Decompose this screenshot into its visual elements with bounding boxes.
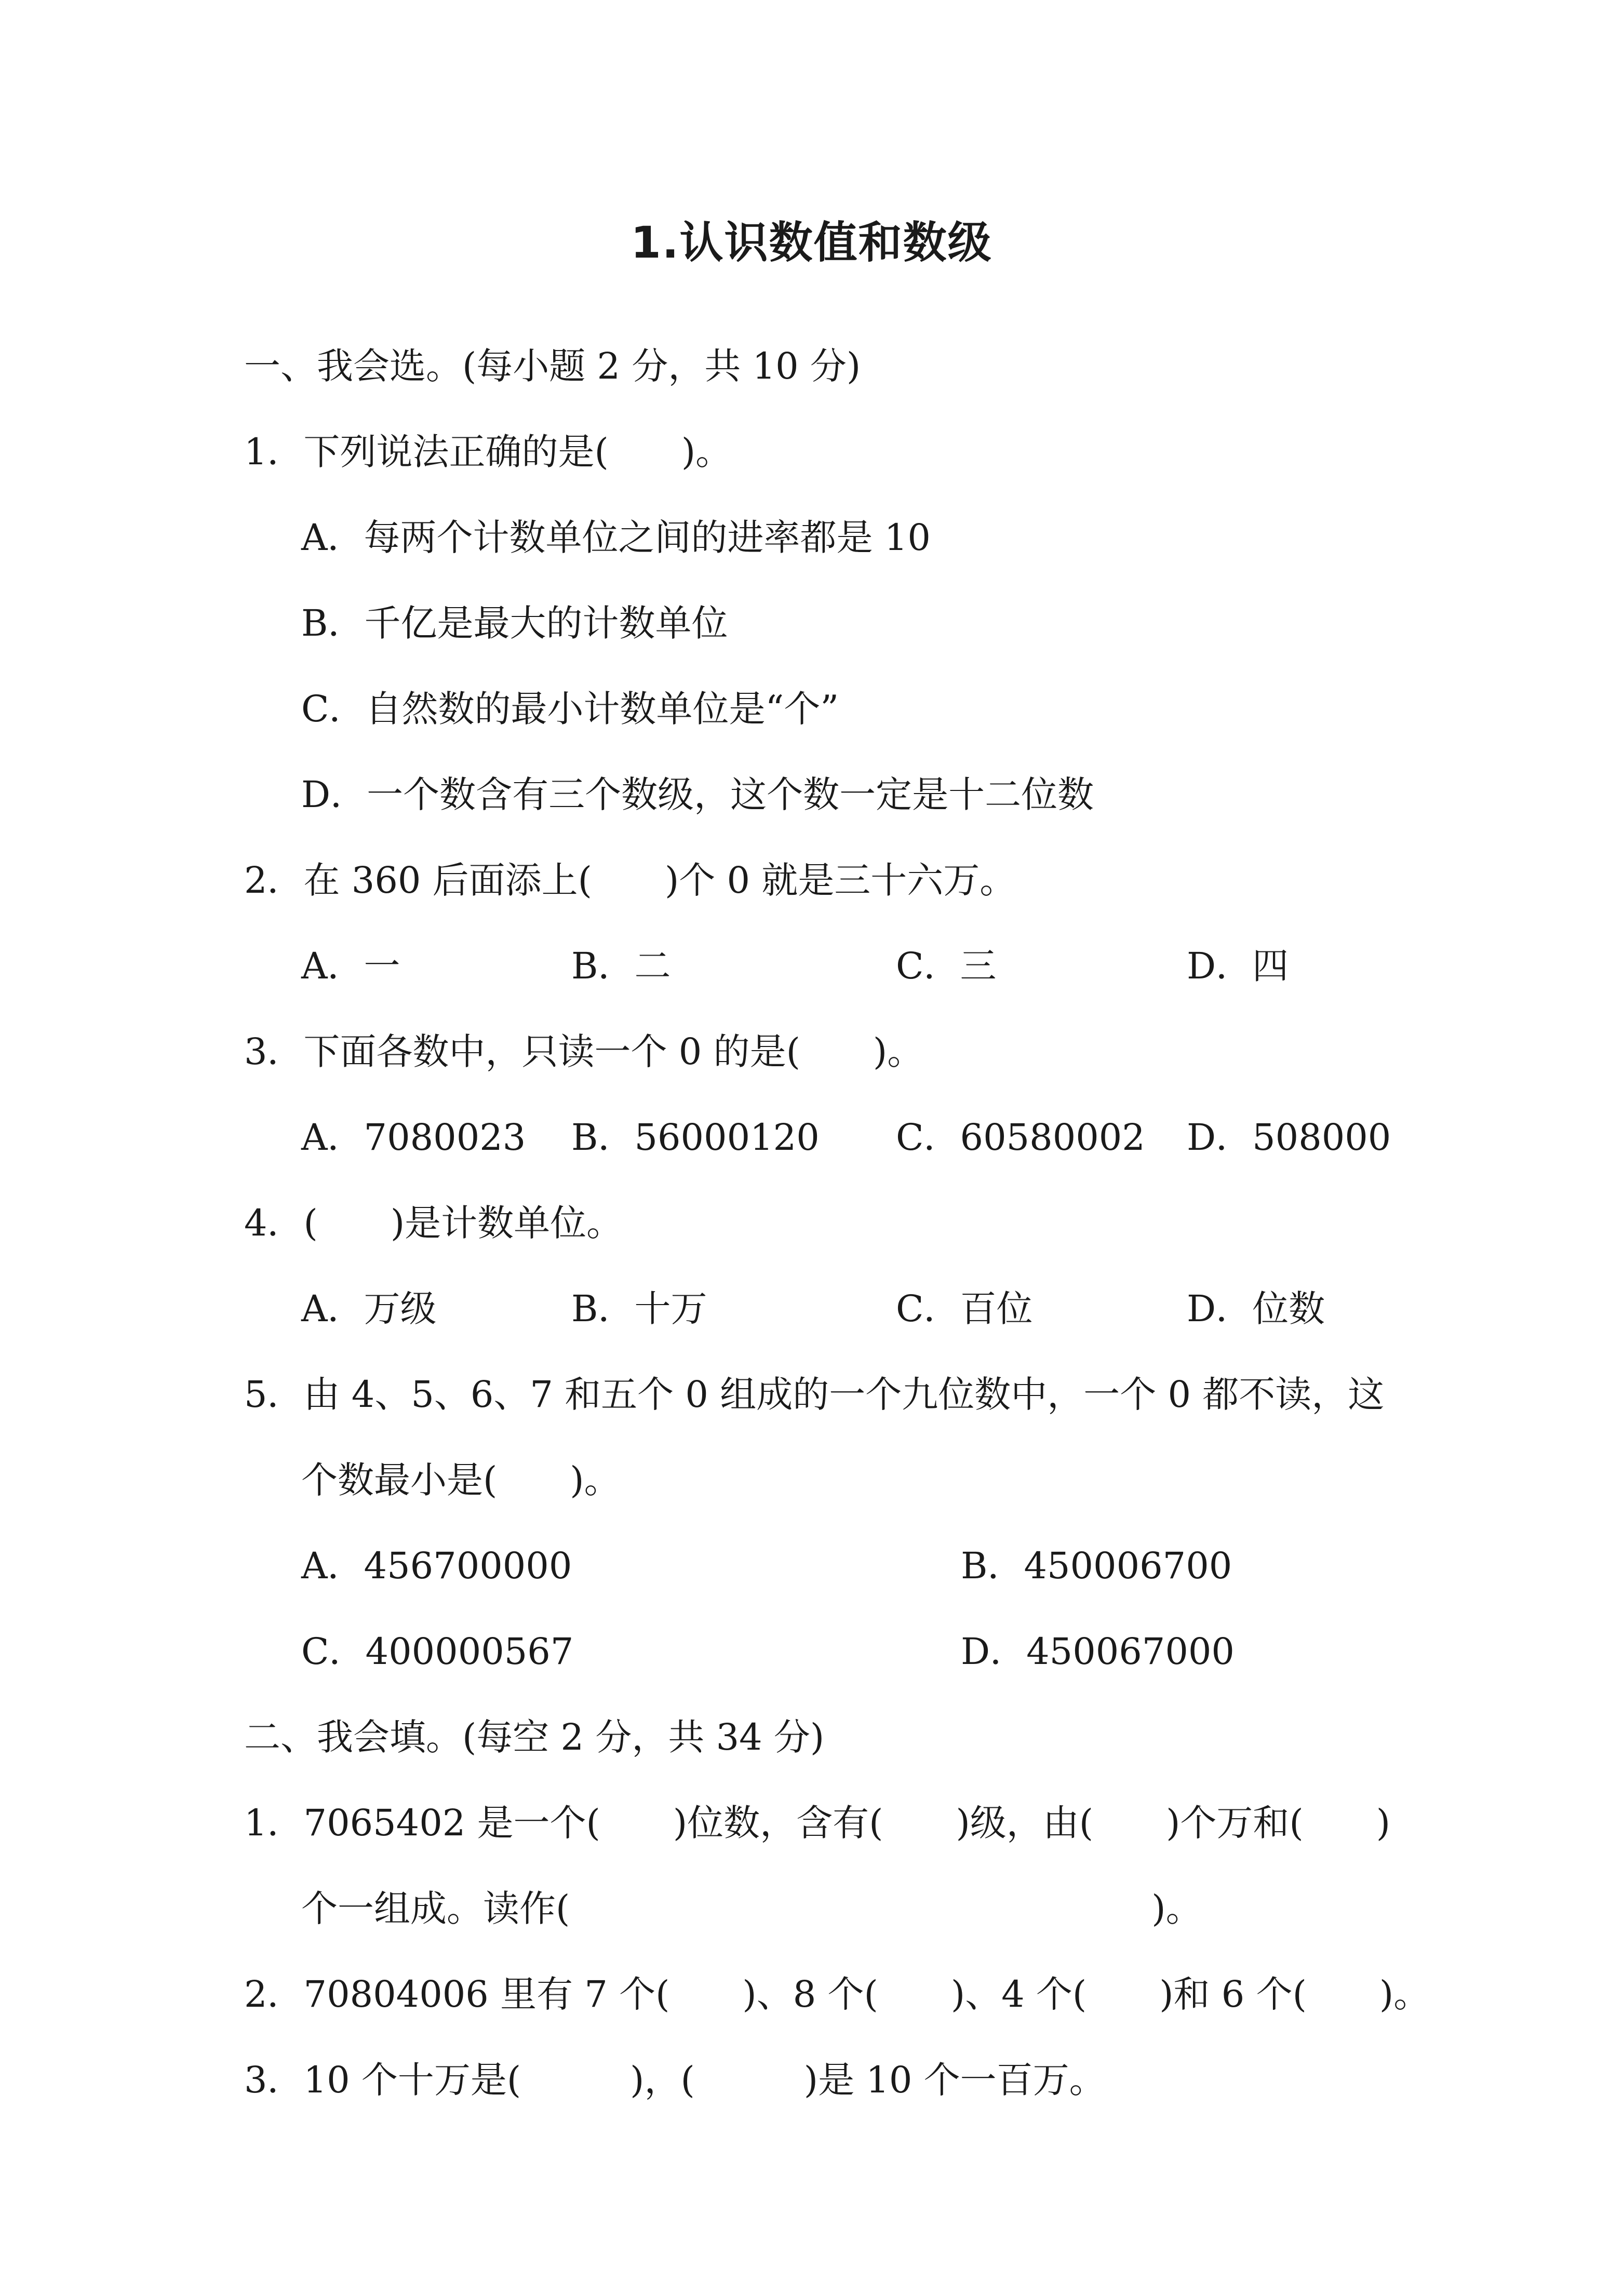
question-4-option-a: A．万级 — [301, 1287, 437, 1330]
question-1-option-d: D．一个数含有三个数级，这个数一定是十二位数 — [301, 773, 1094, 816]
section-heading-choice: 一、我会选。(每小题 2 分，共 10 分) — [244, 345, 861, 387]
fill-question-3: 3．10 个十万是( )，( )是 10 个一百万。 — [244, 2059, 1106, 2101]
question-2-option-b: B．二 — [571, 945, 671, 987]
question-5-option-d: D．450067000 — [961, 1630, 1235, 1673]
question-3-option-a: A．7080023 — [301, 1116, 526, 1159]
question-3-option-c: C．60580002 — [896, 1116, 1145, 1159]
question-2-option-d: D．四 — [1187, 945, 1289, 987]
question-1-option-b: B．千亿是最大的计数单位 — [301, 602, 728, 645]
fill-question-1-line1: 1．7065402 是一个( )位数，含有( )级，由( )个万和( ) — [244, 1802, 1391, 1844]
question-3-option-d: D．508000 — [1187, 1116, 1391, 1159]
question-4-option-d: D．位数 — [1187, 1287, 1325, 1330]
question-4-option-b: B．十万 — [571, 1287, 707, 1330]
question-1-option-a: A．每两个计数单位之间的进率都是 10 — [301, 516, 931, 559]
question-2-option-c: C．三 — [896, 945, 997, 987]
question-5-option-b: B．450006700 — [961, 1545, 1232, 1587]
question-2-stem: 2．在 360 后面添上( )个 0 就是三十六万。 — [244, 859, 1016, 902]
question-5-stem-line1: 5．由 4、5、6、7 和五个 0 组成的一个九位数中，一个 0 都不读，这 — [244, 1373, 1385, 1416]
question-5-option-a: A．456700000 — [301, 1545, 572, 1587]
fill-question-1-line2: 个一组成。读作( )。 — [301, 1887, 1202, 1930]
question-4-option-c: C．百位 — [896, 1287, 1033, 1330]
question-1-stem: 1．下列说法正确的是( )。 — [244, 431, 732, 473]
question-3-option-b: B．56000120 — [571, 1116, 820, 1159]
question-2-option-a: A．一 — [301, 945, 400, 987]
fill-question-2: 2．70804006 里有 7 个( )、8 个( )、4 个( )和 6 个( )。 — [244, 1973, 1430, 2016]
question-3-stem: 3．下面各数中，只读一个 0 的是( )。 — [244, 1030, 924, 1073]
question-5-stem-line2: 个数最小是( )。 — [301, 1459, 621, 1501]
question-5-option-c: C．400000567 — [301, 1630, 574, 1673]
page-title: 1.认识数值和数级 — [631, 217, 992, 268]
question-4-stem: 4．( )是计数单位。 — [244, 1202, 623, 1244]
section-heading-fill: 二、我会填。(每空 2 分，共 34 分) — [244, 1716, 825, 1758]
question-1-option-c: C．自然数的最小计数单位是“个” — [301, 688, 839, 730]
